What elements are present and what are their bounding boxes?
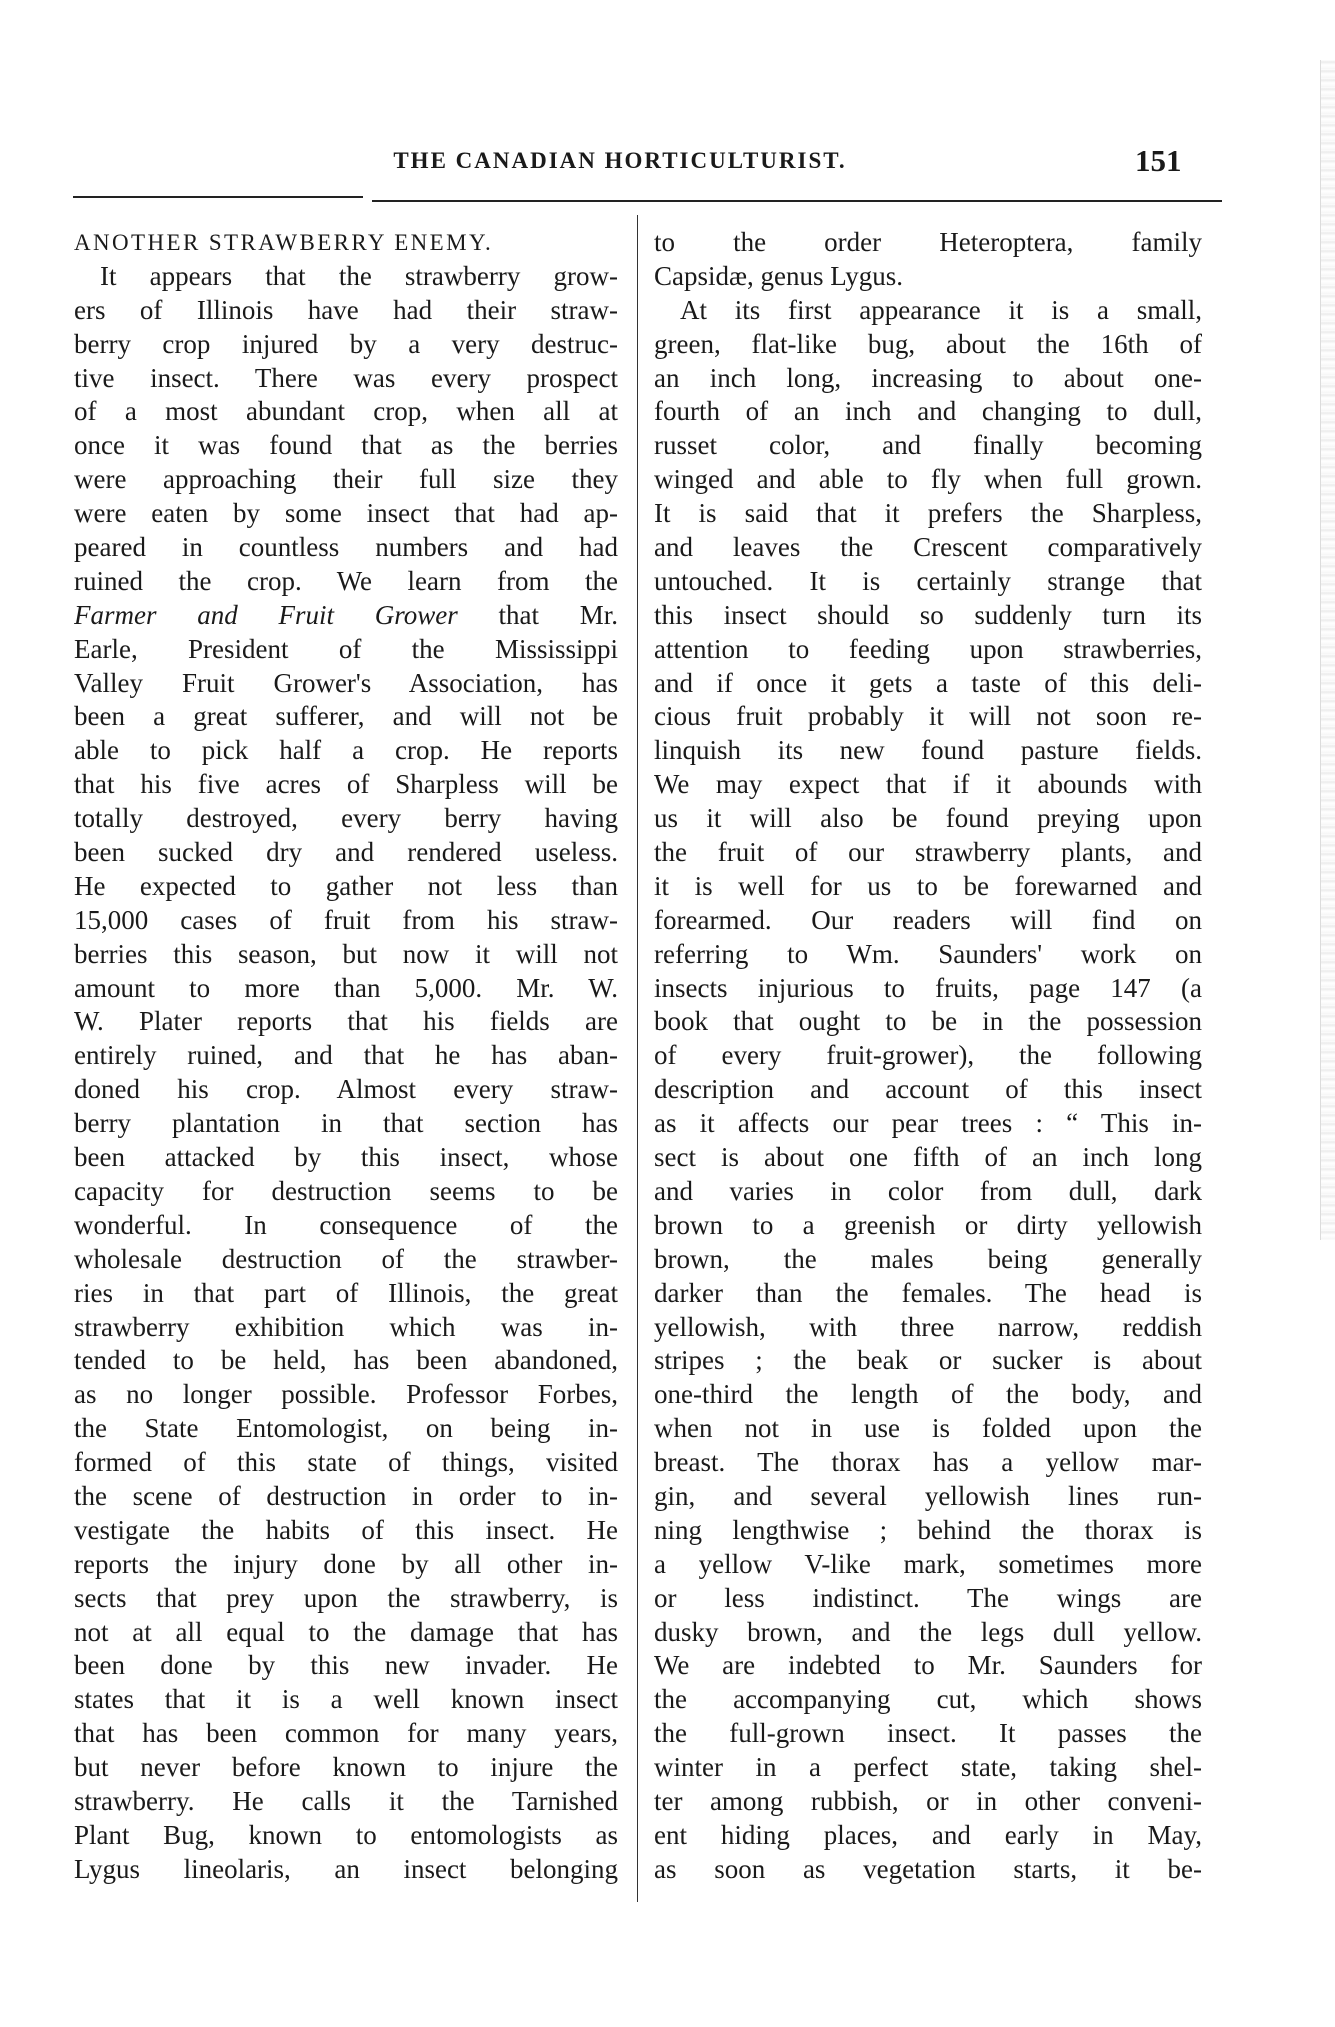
text-line: sect is about one fifth of an inch long xyxy=(654,1142,1202,1173)
text-line: not at all equal to the damage that has xyxy=(74,1616,618,1647)
text-line: sects that prey upon the strawberry, is xyxy=(74,1582,618,1613)
text-line: linquish its new found pasture fields. xyxy=(654,735,1202,766)
left-column xyxy=(74,226,618,1887)
text-line: 15,000 cases of fruit from his straw- xyxy=(74,904,618,935)
text-line: were approaching their full size they xyxy=(74,464,618,495)
text-line: when not in use is folded upon the xyxy=(654,1413,1202,1444)
header-rule-left xyxy=(73,196,363,198)
running-title: THE CANADIAN HORTICULTURIST. xyxy=(393,148,847,173)
text-fragment: that Mr. xyxy=(457,599,618,630)
text-line: insects injurious to fruits, page 147 (a xyxy=(654,972,1202,1003)
text-line: been sucked dry and rendered useless. xyxy=(74,837,618,868)
text-line: were eaten by some insect that had ap- xyxy=(74,498,618,529)
text-line: but never before known to injure the xyxy=(74,1752,618,1783)
text-line: strawberry exhibition which was in- xyxy=(74,1311,618,1342)
article-title: ANOTHER STRAWBERRY ENEMY. xyxy=(74,230,494,255)
text-line: as soon as vegetation starts, it be- xyxy=(654,1853,1202,1884)
text-line: At its first appearance it is a small, xyxy=(680,294,1202,325)
right-column xyxy=(654,226,1202,1887)
text-line: winter in a perfect state, taking shel- xyxy=(654,1752,1202,1783)
text-line: as it affects our pear trees : “ This in- xyxy=(654,1108,1202,1139)
column-divider xyxy=(637,215,638,1902)
text-line: brown to a greenish or dirty yellowish xyxy=(654,1209,1202,1240)
text-line: dusky brown, and the legs dull yellow. xyxy=(654,1616,1202,1647)
text-line: untouched. It is certainly strange that xyxy=(654,565,1202,596)
text-line: darker than the females. The head is xyxy=(654,1277,1202,1308)
text-line: it is well for us to be forewarned and xyxy=(654,870,1202,901)
text-line: tive insect. There was every prospect xyxy=(74,362,618,393)
text-line: peared in countless numbers and had xyxy=(74,532,618,563)
text-line: entirely ruined, and that he has aban- xyxy=(74,1040,618,1071)
text-line: W. Plater reports that his fields are xyxy=(74,1006,618,1037)
text-line: this insect should so suddenly turn its xyxy=(654,599,1202,630)
text-line: and if once it gets a taste of this deli- xyxy=(654,667,1202,698)
text-line: once it was found that as the berries xyxy=(74,430,618,461)
text-line: vestigate the habits of this insect. He xyxy=(74,1514,618,1545)
text-line: referring to Wm. Saunders' work on xyxy=(654,938,1202,969)
text-line: as no longer possible. Professor Forbes, xyxy=(74,1379,618,1410)
text-line: ers of Illinois have had their straw- xyxy=(74,294,618,325)
text-line: He expected to gather not less than xyxy=(74,870,618,901)
text-line: the fruit of our strawberry plants, and xyxy=(654,837,1202,868)
text-line: of a most abundant crop, when all at xyxy=(74,396,618,427)
text-line: an inch long, increasing to about one- xyxy=(654,362,1202,393)
text-line: that has been common for many years, xyxy=(74,1718,618,1749)
text-line: russet color, and finally becoming xyxy=(654,430,1202,461)
text-line: description and account of this insect xyxy=(654,1074,1202,1105)
text-line: wonderful. In consequence of the xyxy=(74,1209,618,1240)
text-line: the scene of destruction in order to in- xyxy=(74,1480,618,1511)
text-line: totally destroyed, every berry having xyxy=(74,803,618,834)
text-line: berry crop injured by a very destruc- xyxy=(74,328,618,359)
text-line: brown, the males being generally xyxy=(654,1243,1202,1274)
text-line: book that ought to be in the possession xyxy=(654,1006,1202,1037)
text-line: states that it is a well known insect xyxy=(74,1684,618,1715)
text-line: been done by this new invader. He xyxy=(74,1650,618,1681)
text-line: doned his crop. Almost every straw- xyxy=(74,1074,618,1105)
page-number: 151 xyxy=(1135,143,1182,178)
text-line: the accompanying cut, which shows xyxy=(654,1684,1202,1715)
text-line: stripes ; the beak or sucker is about xyxy=(654,1345,1202,1376)
text-line: one-third the length of the body, and xyxy=(654,1379,1202,1410)
text-line: ter among rubbish, or in other conveni- xyxy=(654,1785,1202,1816)
text-line: amount to more than 5,000. Mr. W. xyxy=(74,972,618,1003)
text-line: attention to feeding upon strawberries, xyxy=(654,633,1202,664)
text-line: Lygus lineolaris, an insect belonging xyxy=(74,1853,618,1884)
publication-title: Farmer and Fruit Grower xyxy=(74,599,458,630)
header-rule-right xyxy=(372,200,1222,202)
text-line: Earle, President of the Mississippi xyxy=(74,633,618,664)
text-line: Plant Bug, known to entomologists as xyxy=(74,1819,618,1850)
text-line: yellowish, with three narrow, reddish xyxy=(654,1311,1202,1342)
text-line-farmer xyxy=(74,599,618,633)
text-line: ent hiding places, and early in May, xyxy=(654,1819,1202,1850)
text-line: breast. The thorax has a yellow mar- xyxy=(654,1447,1202,1478)
text-line: the full-grown insect. It passes the xyxy=(654,1718,1202,1749)
text-line: of every fruit-grower), the following xyxy=(654,1040,1202,1071)
text-line: strawberry. He calls it the Tarnished xyxy=(74,1785,618,1816)
text-line: and varies in color from dull, dark xyxy=(654,1175,1202,1206)
text-line: berries this season, but now it will not xyxy=(74,938,618,969)
text-line: formed of this state of things, visited xyxy=(74,1447,618,1478)
text-line: Valley Fruit Grower's Association, has xyxy=(74,667,618,698)
text-line: green, flat-like bug, about the 16th of xyxy=(654,328,1202,359)
text-line: to the order Heteroptera, family xyxy=(654,227,1202,257)
text-line: able to pick half a crop. He reports xyxy=(74,735,618,766)
text-line: ning lengthwise ; behind the thorax is xyxy=(654,1514,1202,1545)
text-line: It is said that it prefers the Sharpless, xyxy=(654,498,1202,529)
text-line: gin, and several yellowish lines run- xyxy=(654,1480,1202,1511)
text-line: the State Entomologist, on being in- xyxy=(74,1413,618,1444)
text-line: Capsidæ, genus Lygus. xyxy=(654,260,904,291)
scanned-page-edge xyxy=(1320,60,1335,1240)
text-line: reports the injury done by all other in- xyxy=(74,1548,618,1579)
text-line: that his five acres of Sharpless will be xyxy=(74,769,618,800)
text-line: berry plantation in that section has xyxy=(74,1108,618,1139)
text-line: a yellow V-like mark, sometimes more xyxy=(654,1548,1202,1579)
text-line: tended to be held, has been abandoned, xyxy=(74,1345,618,1376)
text-line: ries in that part of Illinois, the great xyxy=(74,1277,618,1308)
text-line: been a great sufferer, and will not be xyxy=(74,701,618,732)
text-line: wholesale destruction of the strawber- xyxy=(74,1243,618,1274)
text-line: been attacked by this insect, whose xyxy=(74,1142,618,1173)
text-line: We are indebted to Mr. Saunders for xyxy=(654,1650,1202,1681)
text-line: or less indistinct. The wings are xyxy=(654,1582,1202,1613)
text-line: and leaves the Crescent comparatively xyxy=(654,532,1202,563)
text-line: We may expect that if it abounds with xyxy=(654,769,1202,800)
text-line: cious fruit probably it will not soon re- xyxy=(654,701,1202,732)
text-line: capacity for destruction seems to be xyxy=(74,1175,618,1206)
text-line: winged and able to fly when full grown. xyxy=(654,464,1202,495)
text-line: It appears that the strawberry grow- xyxy=(100,260,618,291)
text-line: us it will also be found preying upon xyxy=(654,803,1202,834)
text-line: fourth of an inch and changing to dull, xyxy=(654,396,1202,427)
text-line: ruined the crop. We learn from the xyxy=(74,565,618,596)
text-line: forearmed. Our readers will find on xyxy=(654,904,1202,935)
